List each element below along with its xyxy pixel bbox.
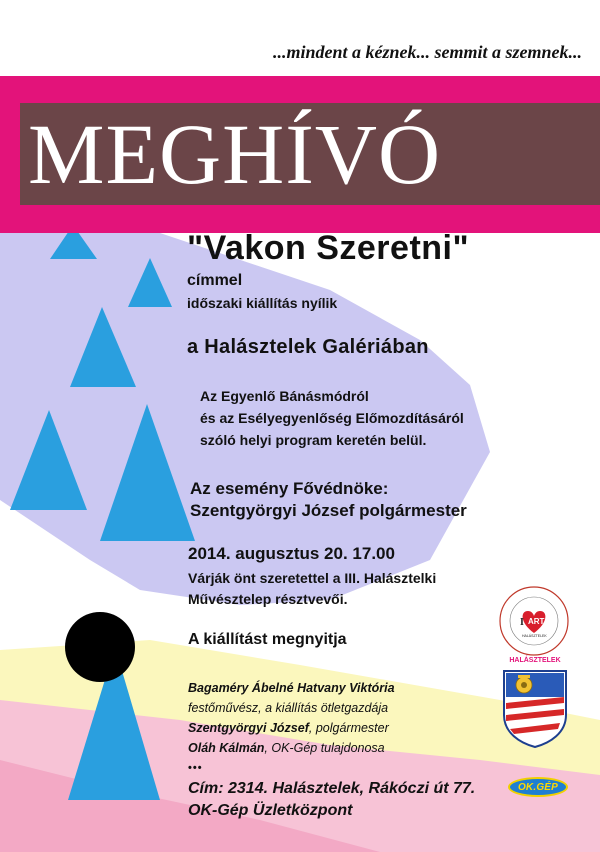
program-line: Az Egyenlő Bánásmódról (200, 388, 369, 404)
patron-block (190, 478, 467, 522)
speakers-list (188, 678, 395, 778)
address: Cím: 2314. Halásztelek, Rákóczi út 77. (188, 780, 476, 797)
speaker-name: Bagaméry Ábelné Hatvany Viktória (188, 681, 395, 695)
program-description (200, 385, 464, 451)
svg-text:ART: ART (528, 617, 545, 626)
speaker-name: Oláh Kálmán (188, 741, 265, 755)
svg-text:I: I (520, 617, 524, 628)
program-line: szóló helyi program keretén belül. (200, 432, 427, 448)
coat-of-arms-icon (500, 667, 570, 749)
okgep-logo (508, 777, 568, 797)
speaker-role: , OK-Gép tulajdonosa (264, 741, 385, 755)
crest-label: HALÁSZTELEK (509, 657, 561, 664)
business-name: OK-Gép Üzletközpont (188, 802, 353, 819)
patron-name: Szentgyörgyi József polgármester (190, 501, 467, 520)
okgep-logo-text: OK.GÉP (517, 781, 559, 793)
program-line: és az Esélyegyenlőség Előmozdításáról (200, 410, 464, 426)
speaker-line (188, 698, 395, 718)
subtitle-cimmel: címmel (187, 272, 243, 289)
art-colony-logo (498, 585, 570, 657)
patron-heading: Az esemény Fővédnöke: (190, 479, 389, 498)
black-circle (65, 612, 135, 682)
speaker-name: Szentgyörgyi József (188, 721, 309, 735)
exhibition-title: "Vakon Szeretni" (187, 229, 470, 267)
invite-line: Művésztelep résztvevői. (188, 591, 348, 607)
address-block (188, 778, 475, 822)
tagline: ...mindent a kéznek... semmit a szemnek... (272, 42, 582, 62)
speaker-line (188, 738, 395, 758)
subtitle-exhibition: időszaki kiállítás nyílik (187, 295, 338, 311)
invite-line: Várják önt szeretettel a III. Halásztelki (188, 570, 437, 586)
speaker-line (188, 718, 395, 738)
opening-heading: A kiállítást megnyitja (188, 631, 347, 648)
gallery-name: a Halásztelek Galériában (187, 336, 429, 358)
dots: ••• (188, 762, 203, 774)
svg-text:HALÁSZTELEK: HALÁSZTELEK (522, 634, 547, 638)
page-title: MEGHÍVÓ (28, 106, 442, 202)
speaker-role: , polgármester (308, 721, 389, 735)
speaker-line (188, 678, 395, 698)
speaker-role: festőművész, a kiállítás ötletgazdája (188, 701, 389, 715)
event-date: 2014. augusztus 20. 17.00 (188, 544, 395, 563)
invite-text (188, 568, 436, 610)
